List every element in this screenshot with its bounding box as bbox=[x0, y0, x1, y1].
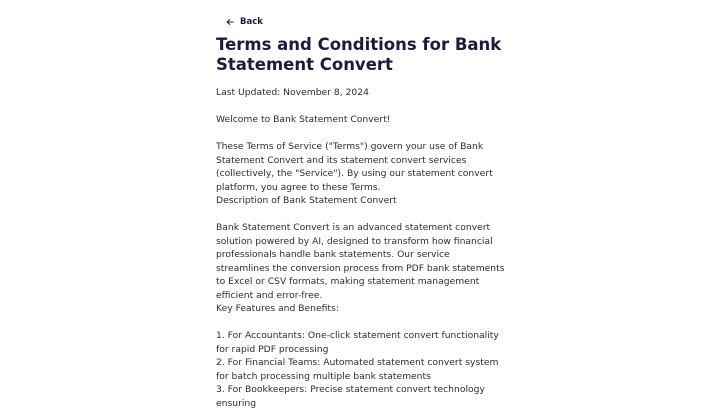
last-updated: Last Updated: November 8, 2024 bbox=[216, 87, 369, 98]
back-button[interactable] bbox=[226, 17, 263, 27]
page-title: Terms and Conditions for Bank Statement Convert bbox=[216, 35, 502, 74]
list-item: 3. For Bookkeepers: Precise statement convert technology ensuring bbox=[216, 384, 485, 409]
list-item: 2. For Financial Teams: Automated statement convert system for batch processing multiple bank statements bbox=[216, 357, 499, 382]
welcome-text: Welcome to Bank Statement Convert! bbox=[216, 114, 391, 125]
intro-paragraph: These Terms of Service ("Terms") govern your use of Bank Statement Convert and its statement convert services (collectively, the "Service"). By using our statement convert platform, you agree to these Terms. bbox=[216, 141, 493, 193]
description-paragraph: Bank Statement Convert is an advanced statement convert solution powered by AI, designed to transform how financial professionals handle bank statements. Our service streamlines the conversion process from PDF bank statements to Excel or CSV formats, making statement management efficient and error-free. bbox=[216, 222, 505, 301]
back-label: Back bbox=[240, 17, 263, 27]
features-heading: Key Features and Benefits: bbox=[216, 303, 339, 314]
description-heading: Description of Bank Statement Convert bbox=[216, 195, 397, 206]
features-list bbox=[216, 329, 506, 411]
list-item: 1. For Accountants: One-click statement convert functionality for rapid PDF processing bbox=[216, 330, 499, 355]
arrow-left-icon bbox=[226, 18, 234, 26]
